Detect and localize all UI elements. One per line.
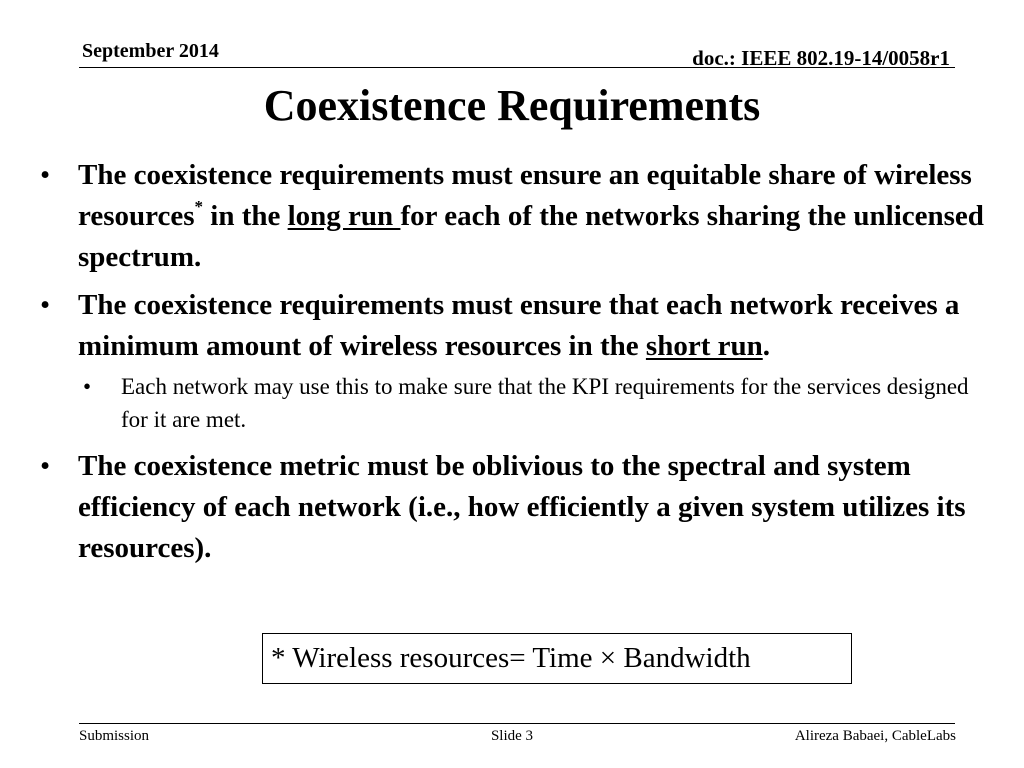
slide-body [40,155,990,576]
slide-title: Coexistence Requirements [263,81,761,130]
bullet-dot-icon: • [40,289,51,321]
header-doc-id: doc.: IEEE 802.19-14/0058r1 [692,46,950,70]
footnote-box: * Wireless resources= Time × Bandwidth [262,633,852,684]
footer-slide-number: Slide 3 [490,728,534,744]
bullet-3 [40,446,990,569]
bullet-1-text-mid: in the [203,200,288,232]
sub-bullet-2-1 [83,370,990,436]
footer-divider [79,723,955,724]
bullet-1-text-end: for each of the networks sharing the unlicensed spectrum. [78,200,984,273]
footer-author: Alireza Babaei, CableLabs [794,728,956,744]
bullet-2-text: The coexistence requirements must ensure that each network receives a minimum amount of wireless resources in the [78,289,960,362]
bullet-1-text: The coexistence requirements must ensure an equitable share of wireless resources [78,159,972,232]
bullet-2-emphasis: short run [645,330,763,362]
bullet-dot-icon: • [40,450,51,482]
bullet-2 [40,285,990,367]
header-divider [79,67,955,68]
bullet-dot-icon: • [40,159,51,191]
sub-bullet-2-1-text: Each network may use this to make sure that the KPI requirements for the services designed for it are met. [121,374,969,432]
bullet-1-emphasis: long run [287,200,401,232]
header-date: September 2014 [82,40,219,62]
bullet-2-text-end: . [762,330,770,362]
bullet-3-text: The coexistence metric must be oblivious to the spectral and system efficiency of each network (i.e., how efficiently a given system utilizes its resources). [78,450,966,564]
sub-bullet-dot-icon: • [83,374,92,399]
bullet-1 [40,155,990,278]
footer-left: Submission [79,728,150,744]
bullet-1-footnote-mark: * [194,197,204,217]
